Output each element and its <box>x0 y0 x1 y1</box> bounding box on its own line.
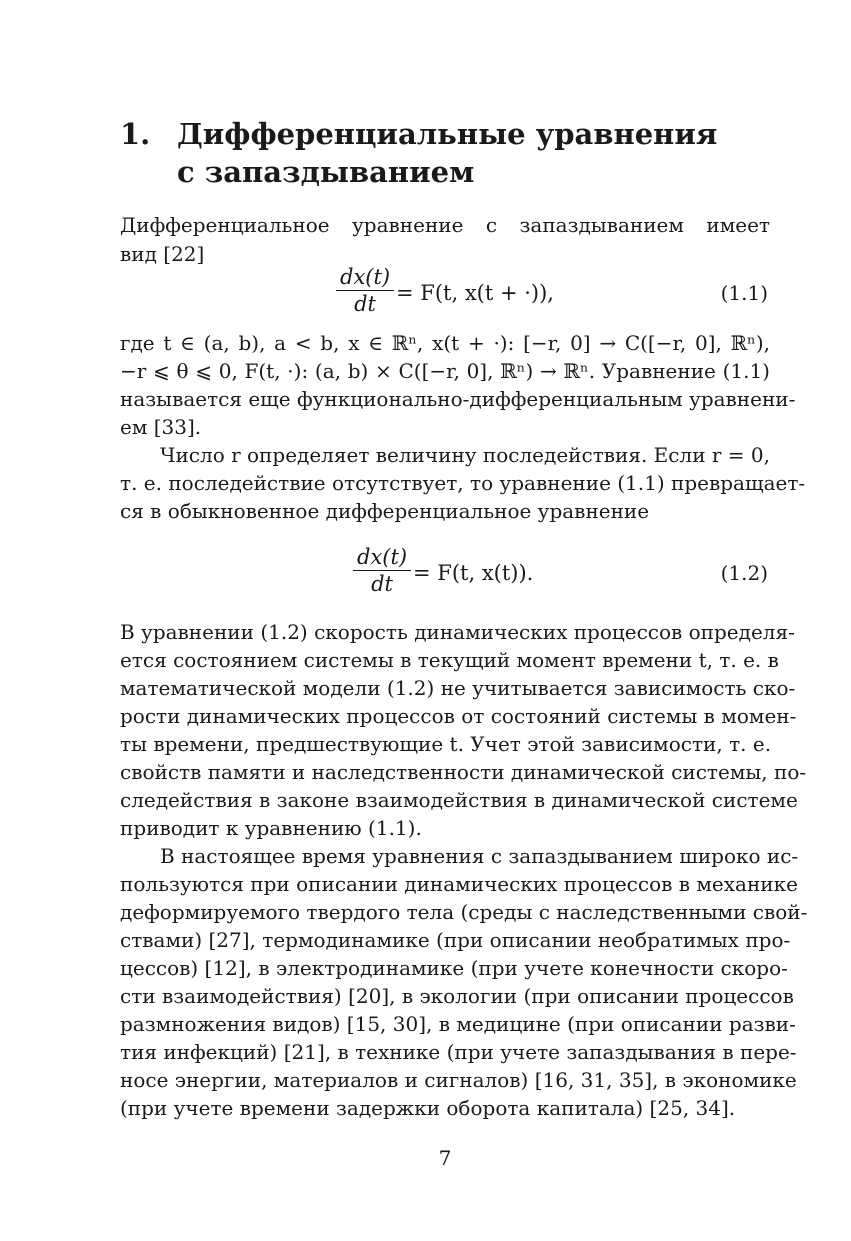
equation-1-2 <box>120 544 770 604</box>
equation-1-1 <box>120 264 770 324</box>
text-line: ся в обыкновенное дифференциальное уравнение <box>120 499 650 523</box>
text-line: (при учете времени задержки оборота капитала) [25, 34]. <box>120 1096 736 1120</box>
text-line: сти взаимодействия) [20], в экологии (при описании процессов <box>120 984 794 1008</box>
text-line: деформируемого твердого тела (среды с наследственными свой- <box>120 900 808 924</box>
fraction-numerator: dx(t) <box>357 545 408 569</box>
text-line: цессов) [12], в электродинамике (при учете конечности скоро- <box>120 956 788 980</box>
text-line: ты времени, предшествующие t. Учет этой зависимости, т. е. <box>120 732 772 756</box>
text-line: размножения видов) [15, 30], в медицине (при описании разви- <box>120 1012 796 1036</box>
equation-rhs: = F(t, x(t + ·)), <box>396 281 554 305</box>
text-line: рости динамических процессов от состояний системы в момен- <box>120 704 797 728</box>
text-line: ем [33]. <box>120 415 202 439</box>
text-line: Дифференциальное уравнение с запаздыванием имеет <box>120 213 770 237</box>
section-title-line2: с запаздыванием <box>177 155 475 189</box>
text-line: называется еще функционально-дифференциальным уравнени- <box>120 387 796 411</box>
page-number: 7 <box>438 1146 452 1170</box>
equation-rhs: = F(t, x(t)). <box>413 561 534 585</box>
equation-tag: (1.2) <box>720 561 768 585</box>
text-line: следействия в законе взаимодействия в динамической системе <box>120 788 798 812</box>
text-line: вид [22] <box>120 242 205 266</box>
text-line: свойств памяти и наследственности динамической системы, по- <box>120 760 807 784</box>
fraction <box>336 264 394 317</box>
text-line: математической модели (1.2) не учитывается зависимость ско- <box>120 676 796 700</box>
text-line: приводит к уравнению (1.1). <box>120 816 422 840</box>
text-line: тия инфекций) [21], в технике (при учете запаздывания в пере- <box>120 1040 797 1064</box>
fraction-denominator: dt <box>354 292 376 317</box>
text-line: В настоящее время уравнения с запаздыванием широко ис- <box>160 844 799 868</box>
page <box>120 0 808 1241</box>
text-line: где t ∈ (a, b), a < b, x ∈ ℝⁿ, x(t + ·): [−r, 0] → C([−r, 0], ℝⁿ), <box>120 331 770 355</box>
fraction-numerator: dx(t) <box>340 265 391 289</box>
fraction-denominator: dt <box>371 572 393 597</box>
fraction <box>353 544 411 597</box>
text-line: носе энергии, материалов и сигналов) [16, 31, 35], в экономике <box>120 1068 797 1092</box>
text-line: пользуются при описании динамических процессов в механике <box>120 872 798 896</box>
section-title-line1: Дифференциальные уравнения <box>177 117 718 151</box>
text-line: Число r определяет величину последействия. Если r = 0, <box>160 443 770 467</box>
text-line: В уравнении (1.2) скорость динамических процессов определя- <box>120 620 795 644</box>
section-number: 1. <box>120 117 151 151</box>
equation-tag: (1.1) <box>720 281 768 305</box>
text-line: ется состоянием системы в текущий момент времени t, т. е. в <box>120 648 779 672</box>
text-line: −r ⩽ θ ⩽ 0, F(t, ·): (a, b) × C([−r, 0], ℝⁿ) → ℝⁿ. Уравнение (1.1) <box>120 359 770 383</box>
text-line: ствами) [27], термодинамике (при описании необратимых про- <box>120 928 791 952</box>
text-line: т. е. последействие отсутствует, то уравнение (1.1) превращает- <box>120 471 806 495</box>
